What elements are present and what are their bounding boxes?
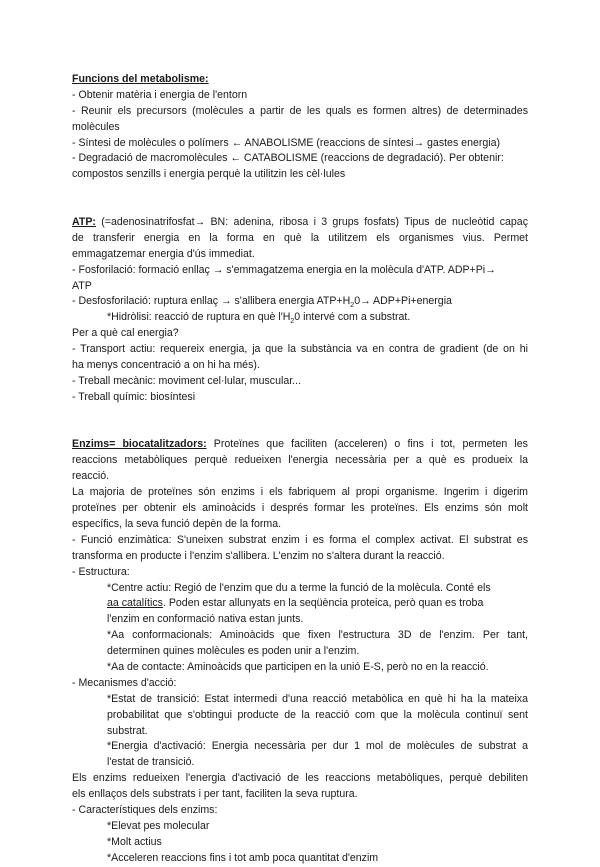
- enzims-line: transforma en producte i l'enzim s'allibera. L'enzim no s'altera durant la reacció.: [72, 549, 445, 562]
- enzims-line: *Centre actiu: Regió de l'enzim que du a terme la funció de la molècula. Conté els: [107, 581, 491, 594]
- enzims-line: - Mecanismes d'acció:: [72, 676, 177, 689]
- atp-heading: ATP:: [72, 216, 96, 229]
- atp-intro: ATP: (=adenosinatrifosfat→ BN: adenina, ribosa i 3 grups fosfats) Tipus de nucleòtid capaç: [72, 216, 528, 229]
- enzims-line: *Elevat pes molecular: [107, 819, 210, 832]
- enzims-line: Els enzims redueixen l'energia d'activació de les reaccions metabòliques, perquè debiliten: [72, 772, 528, 785]
- atp-line: de transferir energia en la forma en què la utilitzem els organismes vius. Permet: [72, 231, 528, 244]
- atp-line: ATP: [72, 279, 92, 292]
- atp-line: ha menys concentració a on hi ha més).: [72, 359, 260, 372]
- atp-line: - Fosforilació: formació enllaç → s'emmagatzema energia en la molècula d'ATP. ADP+Pi→: [72, 263, 496, 276]
- enzims-line: *Molt actius: [107, 835, 162, 848]
- enzims-line: *Energia d'activació: Energia necessària per dur 1 mol de molècules de substrat a: [107, 740, 528, 753]
- enzims-line: proteïnes per obtenir els aminoàcids i després formar les proteïnes. Els enzims són molt: [72, 502, 528, 515]
- enzims-line: - Estructura:: [72, 565, 130, 578]
- metabolisme-line: - Reunir els precursors (molècules a partir de les quals es formen altres) de determinades: [72, 104, 528, 117]
- enzims-line: l'enzim en conformació nativa estan junts.: [107, 613, 304, 626]
- atp-line: - Transport actiu: requereix energia, ja que la substància va en contra de gradient (de on hi: [72, 343, 528, 356]
- atp-line: - Treball mecànic: moviment cel·lular, muscular...: [72, 374, 302, 387]
- metabolisme-line: compostos senzills i energia perquè la utilitzin les cèl·lules: [72, 168, 346, 181]
- metabolisme-line: - Síntesi de molècules o polímers ← ANABOLISME (reaccions de síntesi→ gastes energia): [72, 136, 501, 149]
- enzims-intro: Enzims= biocatalitzadors: Proteïnes que faciliten (acceleren) o fins i tot, permeten les: [72, 438, 528, 451]
- atp-line: - Treball químic: biosíntesi: [72, 390, 196, 403]
- enzims-line: *Aa de contacte: Aminoàcids que participen en la unió E-S, però no en la reacció.: [107, 660, 489, 673]
- document-page: [72, 72, 528, 867]
- enzims-line: - Funció enzimàtica: S'uneixen substrat enzim i es forma el complex activat. El substrat es: [72, 533, 528, 546]
- enzims-heading: Enzims= biocatalitzadors:: [72, 438, 207, 451]
- metabolisme-line: molècules: [72, 120, 120, 133]
- enzims-line: els enllaços dels substrats i per tant, faciliten la seva ruptura.: [72, 788, 358, 801]
- atp-line: emmagatzemar energia d'ús immediat.: [72, 247, 255, 260]
- desfosforilacio-line: - Desfosforilació: ruptura enllaç → s'allibera energia $ATP+H_20\to$ ADP+Pi+energia: [72, 295, 452, 310]
- enzims-line: determinen quines molècules es poden unir a l'enzim.: [107, 645, 360, 658]
- enzims-line: probabilitat que s'obtingui producte de la reacció com que la molècula continuï sent: [107, 708, 528, 721]
- centre-actiu-line: aa catalítics. Poden estar allunyats en la seqüència proteica, però quan es troba: [107, 597, 484, 610]
- hidrolisi-line: *Hidròlisi: reacció de ruptura en què $l'H_20$ intervé com a substrat.: [107, 311, 411, 326]
- enzims-line: *Aa conformacionals: Aminoàcids que fixen l'estructura 3D de l'enzim. Per tant,: [107, 629, 528, 642]
- enzims-line: l'estat de transició.: [107, 756, 195, 769]
- enzims-line: específics, la seva funció depèn de la forma.: [72, 517, 282, 530]
- atp-line: Per a què cal energia?: [72, 327, 179, 340]
- metabolisme-line: - Degradació de macromolècules ← CATABOLISME (reaccions de degradació). Per obtenir:: [72, 152, 504, 165]
- metabolisme-heading: Funcions del metabolisme:: [72, 73, 209, 85]
- enzims-line: *Estat de transició: Estat intermedi d'una reacció metabòlica en què hi ha la mateixa: [107, 692, 528, 705]
- enzims-line: substrat.: [107, 724, 148, 737]
- enzims-line: reacció.: [72, 470, 110, 483]
- enzims-line: *Acceleren reaccions fins i tot amb poca quantitat d'enzim: [107, 851, 379, 864]
- enzims-line: La majoria de proteïnes són enzims i els fabriquem al propi organisme. Ingerim i digerim: [72, 486, 528, 499]
- metabolisme-line: - Obtenir matèria i energia de l'entorn: [72, 88, 248, 101]
- enzims-line: reaccions metabòliques perquè redueixen l'energia necessària per a què es produeix la: [72, 454, 528, 467]
- aa-cataltics-term: aa catalítics: [107, 597, 163, 610]
- enzims-line: - Característiques dels enzims:: [72, 803, 218, 816]
